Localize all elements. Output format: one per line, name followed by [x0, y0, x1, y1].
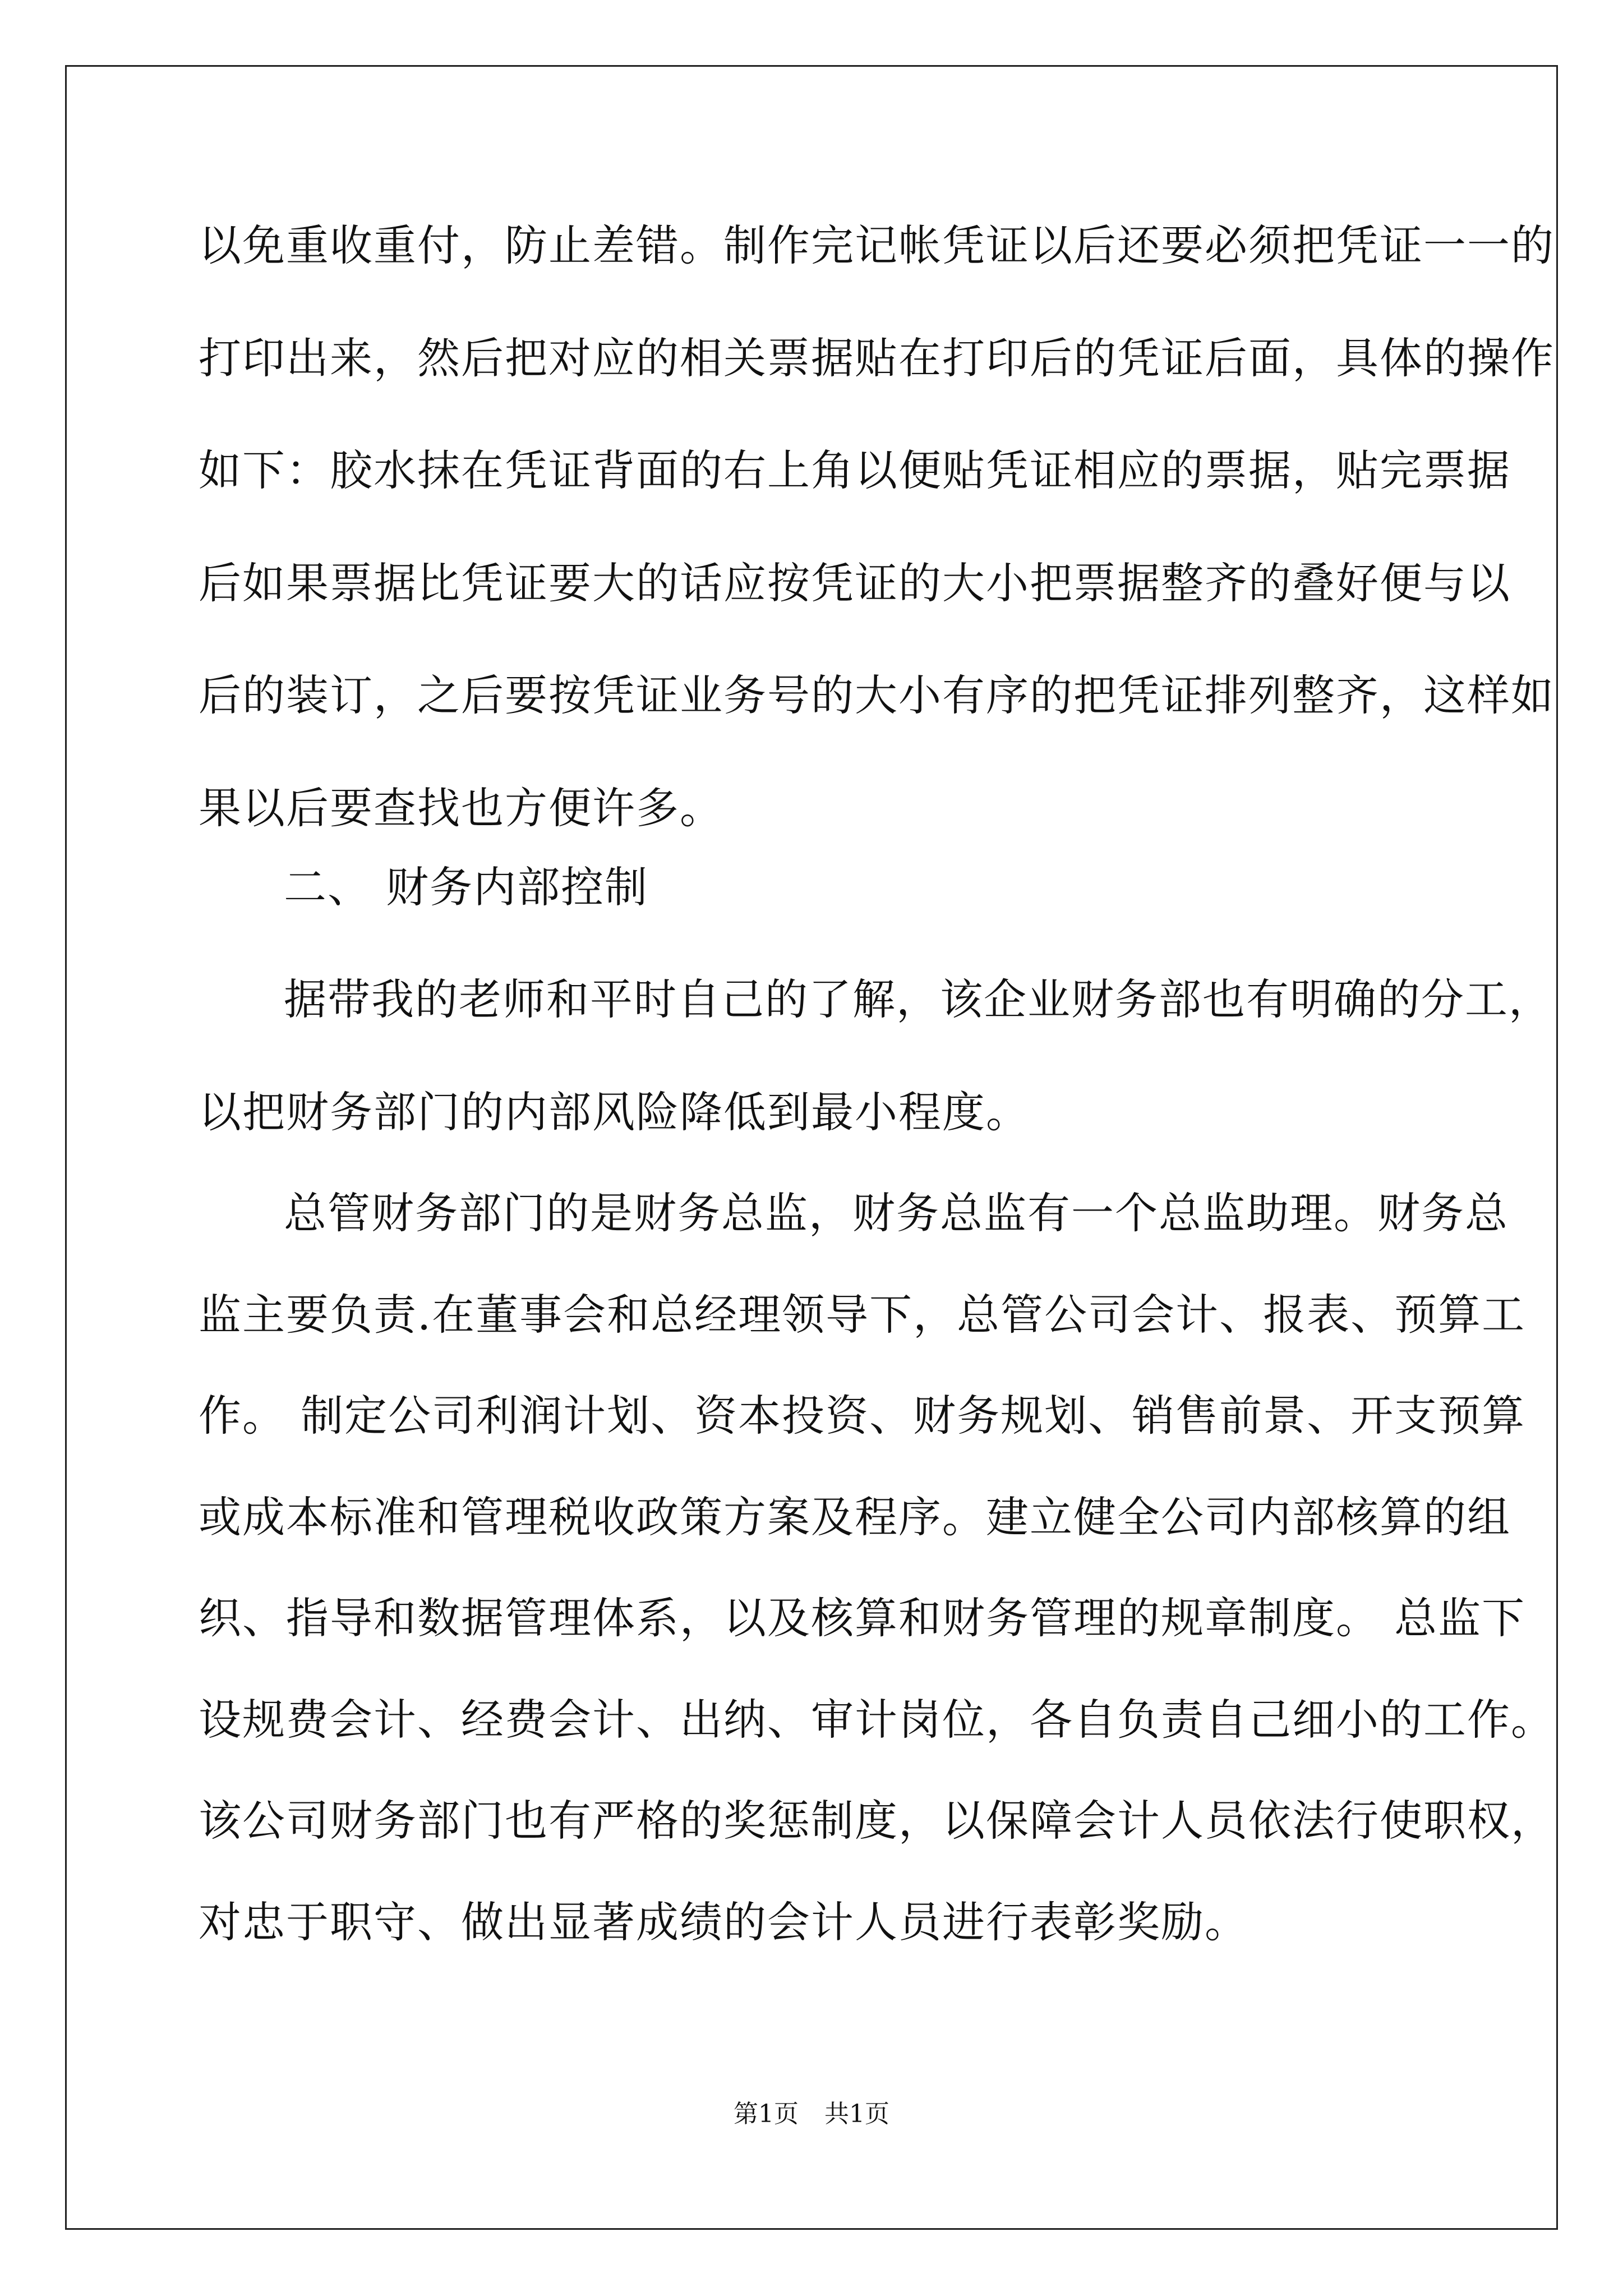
page-total: 共1页 — [824, 2100, 889, 2128]
text-line: 设规费会计、经费会计、出纳、审计岗位，各自负责自己细小的工作。 — [199, 1695, 1555, 1745]
text-line: 作。 制定公司利润计划、资本投资、财务规划、销售前景、开支预算 — [199, 1391, 1526, 1441]
text-line: 织、指导和数据管理体系，以及核算和财务管理的规章制度。 总监下 — [199, 1593, 1526, 1643]
text-line: 打印出来，然后把对应的相关票据贴在打印后的凭证后面，具体的操作 — [199, 333, 1555, 383]
text-line: 监主要负责.在董事会和总经理领导下，总管公司会计、报表、预算工 — [199, 1290, 1526, 1340]
text-line: 后的装订，之后要按凭证业务号的大小有序的把凭证排列整齐，这样如 — [199, 670, 1555, 720]
text-line: 该公司财务部门也有严格的奖惩制度，以保障会计人员依法行使职权， — [199, 1796, 1555, 1846]
text-line: 以把财务部门的内部风险降低到最小程度。 — [199, 1087, 1030, 1137]
page-number: 第1页 — [734, 2100, 799, 2128]
text-line: 或成本标准和管理税收政策方案及程序。建立健全公司内部核算的组 — [199, 1492, 1511, 1542]
text-line: 果以后要查找也方便许多。 — [199, 783, 723, 833]
text-line: 对忠于职守、做出显著成绩的会计人员进行表彰奖励。 — [199, 1897, 1248, 1947]
text-line: 总管财务部门的是财务总监，财务总监有一个总监助理。财务总 — [284, 1188, 1509, 1238]
text-line: 以免重收重付，防止差错。制作完记帐凭证以后还要必须把凭证一一的 — [199, 220, 1555, 270]
text-line: 后如果票据比凭证要大的话应按凭证的大小把票据整齐的叠好便与以 — [199, 558, 1511, 608]
text-line: 如下：胶水抹在凭证背面的右上角以便贴凭证相应的票据，贴完票据 — [199, 445, 1511, 495]
text-line: 据带我的老师和平时自己的了解，该企业财务部也有明确的分工， — [284, 974, 1552, 1024]
section-heading: 二、 财务内部控制 — [284, 862, 649, 912]
page-footer — [0, 2097, 1623, 2131]
